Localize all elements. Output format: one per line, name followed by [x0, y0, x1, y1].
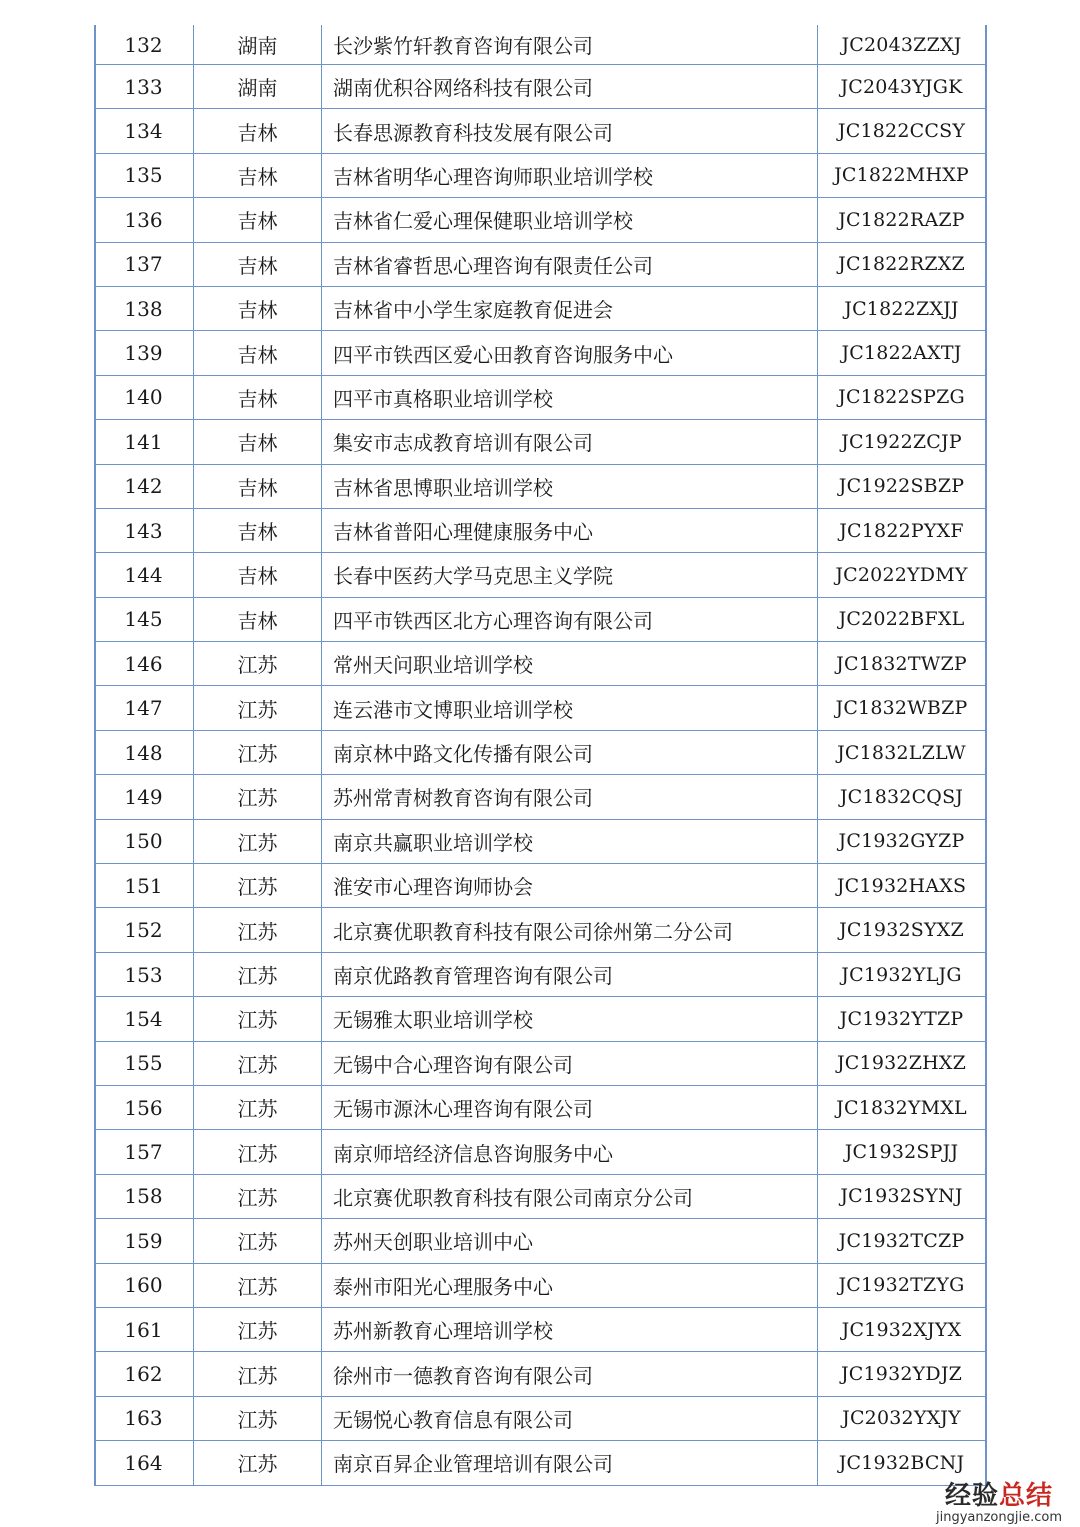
table-row	[96, 331, 985, 375]
watermark-logo-text	[936, 1475, 1062, 1512]
row-organization-name: 四平市铁西区北方心理咨询有限公司	[322, 598, 818, 641]
table-row	[96, 1264, 985, 1308]
row-code: JC1822RAZP	[838, 208, 965, 231]
watermark-text-1: 经验	[944, 1481, 999, 1511]
table-row	[96, 109, 985, 153]
row-number: 156	[96, 1086, 194, 1129]
row-code: JC1822ZXJJ	[844, 297, 959, 320]
row-organization-name: 四平市真格职业培训学校	[322, 376, 818, 419]
row-province: 吉林	[194, 420, 322, 463]
table-row	[96, 154, 985, 198]
row-code: JC1932YLJG	[841, 963, 962, 986]
row-organization-name: 北京赛优职教育科技有限公司徐州第二分公司	[322, 908, 818, 951]
row-province: 江苏	[194, 1264, 322, 1307]
row-province: 吉林	[194, 553, 322, 596]
row-province: 江苏	[194, 1441, 322, 1484]
row-province: 吉林	[194, 598, 322, 641]
table-row	[96, 509, 985, 553]
row-organization-name: 南京师培经济信息咨询服务中心	[322, 1130, 818, 1173]
row-number: 142	[96, 465, 194, 508]
row-number: 140	[96, 376, 194, 419]
row-number: 135	[96, 154, 194, 197]
row-number: 145	[96, 598, 194, 641]
row-organization-name: 吉林省仁爱心理保健职业培训学校	[322, 198, 818, 241]
row-number: 141	[96, 420, 194, 463]
row-province: 江苏	[194, 1397, 322, 1440]
row-number: 143	[96, 509, 194, 552]
row-organization-name: 吉林省睿哲思心理咨询有限责任公司	[322, 243, 818, 286]
row-province: 江苏	[194, 642, 322, 685]
row-province: 吉林	[194, 376, 322, 419]
row-province: 江苏	[194, 1130, 322, 1173]
table-row	[96, 731, 985, 775]
row-province: 湖南	[194, 25, 322, 64]
row-code: JC1932BCNJ	[838, 1451, 965, 1474]
row-organization-name: 集安市志成教育培训有限公司	[322, 420, 818, 463]
row-code: JC1932GYZP	[838, 830, 965, 853]
row-province: 吉林	[194, 154, 322, 197]
row-province: 江苏	[194, 1175, 322, 1218]
row-code: JC1832TWZP	[836, 652, 967, 675]
row-number: 159	[96, 1219, 194, 1262]
row-province: 江苏	[194, 731, 322, 774]
row-number: 158	[96, 1175, 194, 1218]
row-organization-name: 南京林中路文化传播有限公司	[322, 731, 818, 774]
row-province: 江苏	[194, 775, 322, 818]
row-organization-name: 四平市铁西区爱心田教育咨询服务中心	[322, 331, 818, 374]
table-row	[96, 642, 985, 686]
row-code: JC2022YDMY	[835, 563, 968, 586]
table-row	[96, 1352, 985, 1396]
row-number: 153	[96, 953, 194, 996]
table-row	[96, 1130, 985, 1174]
row-number: 161	[96, 1308, 194, 1351]
table-row	[96, 864, 985, 908]
row-organization-name: 苏州天创职业培训中心	[322, 1219, 818, 1262]
row-number: 157	[96, 1130, 194, 1173]
row-number: 149	[96, 775, 194, 818]
row-province: 吉林	[194, 331, 322, 374]
row-organization-name: 湖南优积谷网络科技有限公司	[322, 65, 818, 108]
row-organization-name: 徐州市一德教育咨询有限公司	[322, 1352, 818, 1395]
row-code: JC1932TZYG	[838, 1274, 965, 1297]
row-code: JC1932SPJJ	[844, 1141, 959, 1164]
row-organization-name: 南京百昇企业管理培训有限公司	[322, 1441, 818, 1484]
row-code: JC1822SPZG	[838, 386, 965, 409]
row-number: 163	[96, 1397, 194, 1440]
row-province: 江苏	[194, 1219, 322, 1262]
row-code: JC1832WBZP	[835, 697, 968, 720]
row-code: JC1832YMXL	[836, 1096, 967, 1119]
row-organization-name: 无锡市源沐心理咨询有限公司	[322, 1086, 818, 1129]
row-province: 吉林	[194, 287, 322, 330]
row-organization-name: 吉林省普阳心理健康服务中心	[322, 509, 818, 552]
row-province: 江苏	[194, 1308, 322, 1351]
row-organization-name: 吉林省明华心理咨询师职业培训学校	[322, 154, 818, 197]
row-code: JC2032YXJY	[842, 1407, 961, 1430]
row-code: JC1832LZLW	[837, 741, 966, 764]
row-code: JC2043YJGK	[840, 75, 963, 98]
row-province: 江苏	[194, 953, 322, 996]
row-province: 江苏	[194, 686, 322, 729]
row-code: JC1822RZXZ	[838, 253, 965, 276]
row-organization-name: 南京优路教育管理咨询有限公司	[322, 953, 818, 996]
row-code: JC1932XJYX	[841, 1318, 962, 1341]
row-province: 湖南	[194, 65, 322, 108]
organization-table	[94, 25, 987, 1486]
table-row	[96, 997, 985, 1041]
row-number: 160	[96, 1264, 194, 1307]
row-province: 江苏	[194, 1042, 322, 1085]
table-row	[96, 25, 985, 65]
row-organization-name: 淮安市心理咨询师协会	[322, 864, 818, 907]
row-province: 吉林	[194, 198, 322, 241]
row-code: JC1822MHXP	[834, 164, 969, 187]
watermark-text-2: 总结	[998, 1481, 1053, 1511]
row-code: JC2043ZZXJ	[841, 33, 962, 56]
table-row	[96, 553, 985, 597]
table-row	[96, 198, 985, 242]
row-province: 吉林	[194, 109, 322, 152]
table-row	[96, 376, 985, 420]
table-row	[96, 953, 985, 997]
row-organization-name: 泰州市阳光心理服务中心	[322, 1264, 818, 1307]
row-organization-name: 北京赛优职教育科技有限公司南京分公司	[322, 1175, 818, 1218]
row-code: JC1822AXTJ	[841, 342, 962, 365]
table-row	[96, 287, 985, 331]
site-watermark	[936, 1475, 1062, 1525]
row-organization-name: 苏州常青树教育咨询有限公司	[322, 775, 818, 818]
table-row	[96, 598, 985, 642]
row-province: 江苏	[194, 997, 322, 1040]
row-code: JC1832CQSJ	[839, 785, 964, 808]
row-organization-name: 吉林省思博职业培训学校	[322, 465, 818, 508]
row-code: JC1922SBZP	[838, 475, 965, 498]
table-row	[96, 1308, 985, 1352]
row-number: 136	[96, 198, 194, 241]
row-number: 150	[96, 820, 194, 863]
row-number: 132	[96, 25, 194, 64]
row-province: 江苏	[194, 864, 322, 907]
row-code: JC2022BFXL	[838, 608, 965, 631]
row-organization-name: 常州天问职业培训学校	[322, 642, 818, 685]
table-row	[96, 686, 985, 730]
row-number: 138	[96, 287, 194, 330]
row-code: JC1932YTZP	[839, 1007, 964, 1030]
row-province: 吉林	[194, 243, 322, 286]
table-row	[96, 420, 985, 464]
row-number: 152	[96, 908, 194, 951]
row-province: 江苏	[194, 908, 322, 951]
table-row	[96, 1441, 985, 1485]
table-row	[96, 65, 985, 109]
table-row	[96, 465, 985, 509]
row-number: 162	[96, 1352, 194, 1395]
row-organization-name: 长沙紫竹轩教育咨询有限公司	[322, 25, 818, 64]
row-organization-name: 长春中医药大学马克思主义学院	[322, 553, 818, 596]
row-organization-name: 无锡中合心理咨询有限公司	[322, 1042, 818, 1085]
row-code: JC1932SYXZ	[839, 919, 964, 942]
row-organization-name: 无锡雅太职业培训学校	[322, 997, 818, 1040]
watermark-url: jingyanzongjie.com	[935, 1510, 1062, 1525]
row-organization-name: 无锡悦心教育信息有限公司	[322, 1397, 818, 1440]
row-code: JC1932SYNJ	[840, 1185, 963, 1208]
table-row	[96, 775, 985, 819]
row-number: 137	[96, 243, 194, 286]
row-organization-name: 吉林省中小学生家庭教育促进会	[322, 287, 818, 330]
row-code: JC1922ZCJP	[841, 430, 962, 453]
row-code: JC1932HAXS	[836, 874, 967, 897]
table-row	[96, 820, 985, 864]
table-row	[96, 1042, 985, 1086]
row-code: JC1822PYXF	[839, 519, 964, 542]
table-row	[96, 1086, 985, 1130]
row-province: 江苏	[194, 1086, 322, 1129]
row-province: 江苏	[194, 1352, 322, 1395]
table-row	[96, 908, 985, 952]
table-row	[96, 1397, 985, 1441]
row-number: 139	[96, 331, 194, 374]
row-province: 江苏	[194, 820, 322, 863]
row-organization-name: 南京共赢职业培训学校	[322, 820, 818, 863]
row-number: 164	[96, 1441, 194, 1484]
row-number: 134	[96, 109, 194, 152]
row-code: JC1932ZHXZ	[836, 1052, 966, 1075]
row-organization-name: 长春思源教育科技发展有限公司	[322, 109, 818, 152]
row-province: 吉林	[194, 465, 322, 508]
row-number: 148	[96, 731, 194, 774]
row-number: 155	[96, 1042, 194, 1085]
table-row	[96, 1219, 985, 1263]
row-code: JC1932YDJZ	[840, 1363, 963, 1386]
row-number: 146	[96, 642, 194, 685]
row-number: 154	[96, 997, 194, 1040]
row-organization-name: 苏州新教育心理培训学校	[322, 1308, 818, 1351]
row-number: 144	[96, 553, 194, 596]
row-number: 133	[96, 65, 194, 108]
table-row	[96, 1175, 985, 1219]
row-number: 151	[96, 864, 194, 907]
row-code: JC1822CCSY	[837, 120, 966, 143]
row-organization-name: 连云港市文博职业培训学校	[322, 686, 818, 729]
row-code: JC1932TCZP	[838, 1229, 965, 1252]
row-number: 147	[96, 686, 194, 729]
table-row	[96, 243, 985, 287]
row-province: 吉林	[194, 509, 322, 552]
